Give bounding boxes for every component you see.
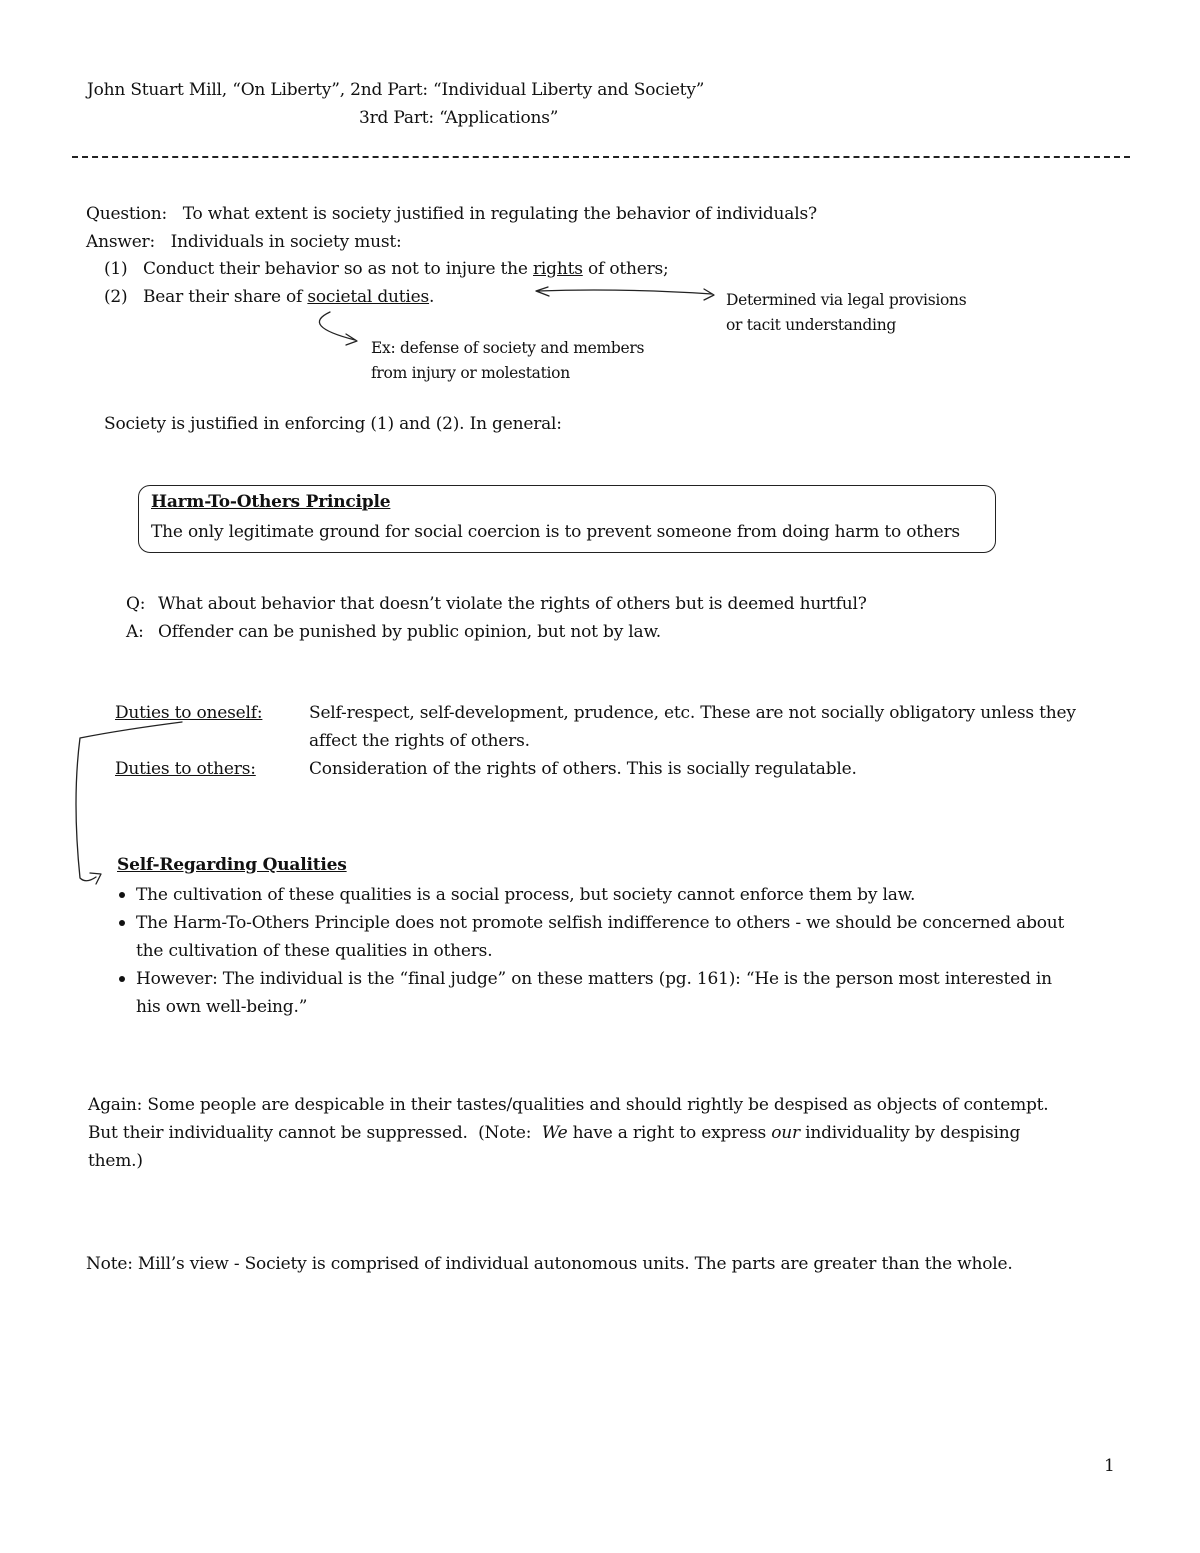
- general-statement: Society is justified in enforcing (1) and (2). In general:: [104, 414, 562, 434]
- determined-note-line-2: or tacit understanding: [726, 316, 896, 334]
- societal-duties-term: societal duties: [307, 287, 430, 307]
- determined-note-line-1: Determined via legal provisions: [726, 291, 967, 309]
- bracket-arrow-line: [76, 722, 182, 881]
- duties-others-label: Duties to others:: [115, 759, 256, 779]
- example-note-line-2: from injury or molestation: [371, 364, 570, 382]
- question-label: Question:: [86, 204, 168, 224]
- again-line-2-b: have a right to express: [567, 1123, 772, 1143]
- double-arrow-line: [538, 290, 712, 294]
- again-line-1: Again: Some people are despicable in their tastes/qualities and should rightly be despised as objects of contempt.: [88, 1095, 1049, 1115]
- answer-text: Individuals in society must:: [170, 232, 402, 252]
- self-regarding-bullet-2-cont: the cultivation of these qualities in others.: [136, 941, 493, 961]
- a2-label: A:: [126, 622, 144, 642]
- again-we: We: [541, 1123, 568, 1143]
- answer-item-1-number: (1): [104, 259, 128, 279]
- self-regarding-bullet-1: The cultivation of these qualities is a social process, but society cannot enforce them by law.: [136, 885, 916, 905]
- closing-note: Note: Mill’s view - Society is comprised of individual autonomous units. The parts are greater than the whole.: [86, 1254, 1013, 1274]
- q2-label: Q:: [126, 594, 146, 614]
- question-text: To what extent is society justified in regulating the behavior of individuals?: [182, 204, 817, 224]
- page-number: 1: [1104, 1456, 1115, 1476]
- answer-item-2-text: Bear their share of: [143, 287, 303, 307]
- a2-text: Offender can be punished by public opinion, but not by law.: [158, 622, 662, 642]
- arrow-right-head: [704, 289, 714, 300]
- answer-item-1-end: of others;: [587, 259, 669, 279]
- self-regarding-bullet-3-cont: his own well-being.”: [136, 997, 308, 1017]
- self-regarding-bullet-2: The Harm-To-Others Principle does not promote selfish indifference to others - we should be concerned about: [136, 913, 1065, 933]
- self-regarding-bullet-3: However: The individual is the “final judge” on these matters (pg. 161): “He is the person most interested in: [136, 969, 1052, 989]
- example-note-line-1: Ex: defense of society and members: [371, 339, 645, 357]
- duties-others-text: Consideration of the rights of others. This is socially regulatable.: [309, 759, 857, 779]
- duties-oneself-label: Duties to oneself:: [115, 703, 263, 723]
- again-line-2-a: But their individuality cannot be suppressed. (Note:: [88, 1123, 542, 1143]
- doc-title: John Stuart Mill, “On Liberty”, 2nd Part: “Individual Liberty and Society”: [87, 80, 705, 100]
- duties-oneself-text-1: Self-respect, self-development, prudence, etc. These are not socially obligatory unless they: [309, 703, 1076, 723]
- again-our: our: [771, 1123, 800, 1143]
- again-line-3: them.): [88, 1151, 143, 1171]
- answer-item-2-end: .: [429, 287, 435, 307]
- q2-text: What about behavior that doesn’t violate the rights of others but is deemed hurtful?: [158, 594, 867, 614]
- bracket-arrow-head: [90, 873, 101, 884]
- answer-item-1-text: Conduct their behavior so as not to injure the: [143, 259, 528, 279]
- self-regarding-title: Self-Regarding Qualities: [117, 855, 347, 875]
- duties-oneself-text-2: affect the rights of others.: [309, 731, 530, 751]
- answer-item-2-number: (2): [104, 287, 128, 307]
- rights-term: rights: [533, 259, 583, 279]
- harm-principle-text: The only legitimate ground for social coercion is to prevent someone from doing harm to others: [151, 522, 960, 542]
- doc-subtitle: 3rd Part: “Applications”: [359, 108, 559, 128]
- harm-principle-title: Harm-To-Others Principle: [151, 492, 391, 512]
- answer-label: Answer:: [86, 232, 156, 252]
- again-line-2-c: individuality by despising: [799, 1123, 1021, 1143]
